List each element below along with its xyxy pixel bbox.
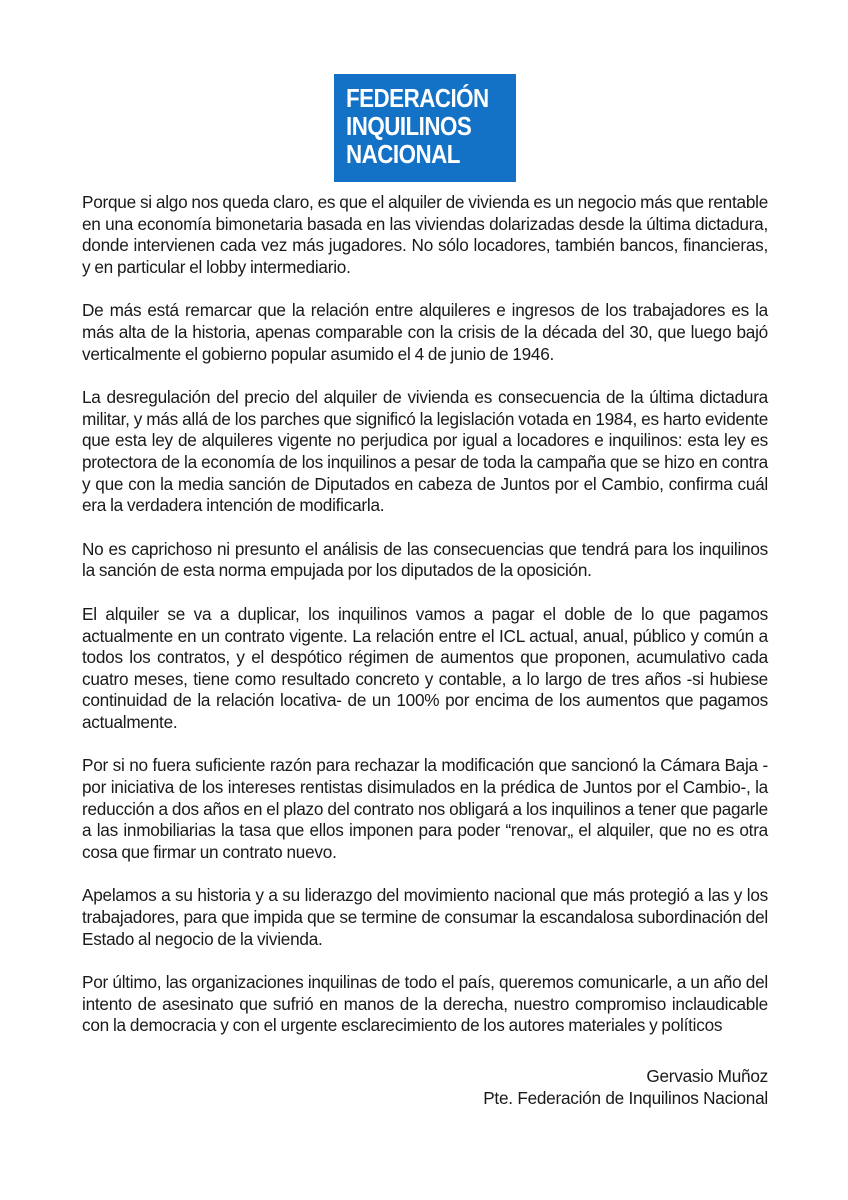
paragraph-7: Apelamos a su historia y a su liderazgo del movimiento nacional que más protegió a las y los trabajadores, para que impida que se termine de consumar la escandalosa subordinación del Estado al negocio de la vivienda. bbox=[82, 885, 768, 949]
paragraph-1: Porque si algo nos queda claro, es que el alquiler de vivienda es un negocio más que rentable en una economía bimonetaria basada en las viviendas dolarizadas desde la última dictadura, donde intervienen cada vez más jugadores. No sólo locadores, también bancos, financieras, y en particular el lobby intermediario. bbox=[82, 192, 768, 277]
paragraph-2: De más está remarcar que la relación entre alquileres e ingresos de los trabajadores es la más alta de la historia, apenas comparable con la crisis de la década del 30, que luego bajó verticalmente el gobierno popular asumido el 4 de junio de 1946. bbox=[82, 300, 768, 364]
letter-body bbox=[82, 192, 768, 1059]
logo-line-3: NACIONAL bbox=[346, 139, 460, 169]
logo-line-1: FEDERACIÓN bbox=[346, 83, 489, 113]
signature-name: Gervasio Muñoz bbox=[646, 1066, 768, 1086]
paragraph-3: La desregulación del precio del alquiler de vivienda es consecuencia de la última dictadura militar, y más allá de los parches que significó la legislación votada en 1984, es harto evidente que esta ley de alquileres vigente no perjudica por igual a locadores e inquilinos: esta ley es protectora de la economía de los inquilinos a pesar de toda la campaña que se hizo en contra y que con la media sanción de Diputados en cabeza de Juntos por el Cambio, confirma cuál era la verdadera intención de modificarla. bbox=[82, 387, 768, 516]
paragraph-8: Por último, las organizaciones inquilinas de todo el país, queremos comunicarle, a un año del intento de asesinato que sufrió en manos de la derecha, nuestro compromiso inclaudicable con la democracia y con el urgente esclarecimiento de los autores materiales y políticos bbox=[82, 972, 768, 1036]
paragraph-5: El alquiler se va a duplicar, los inquilinos vamos a pagar el doble de lo que pagamos actualmente en un contrato vigente. La relación entre el ICL actual, anual, público y común a todos los contratos, y el despótico régimen de aumentos que proponen, acumulativo cada cuatro meses, tiene como resultado concreto y contable, a lo largo de tres años -si hubiese continuidad de la relación locativa- de un 100% por encima de los aumentos que pagamos actualmente. bbox=[82, 603, 768, 732]
federacion-inquilinos-logo bbox=[334, 74, 516, 182]
signature-role: Pte. Federación de Inquilinos Nacional bbox=[483, 1087, 768, 1108]
logo-line-2: INQUILINOS bbox=[346, 111, 472, 141]
paragraph-6: Por si no fuera suficiente razón para rechazar la modificación que sancionó la Cámara Baja -por iniciativa de los intereses rentistas disimulados en la prédica de Juntos por el Cambio-, la reducción a dos años en el plazo del contrato nos obligará a los inquilinos a tener que pagarle a las inmobiliarias la tasa que ellos imponen para poder “renovar„ el alquiler, que no es otra cosa que firmar un contrato nuevo. bbox=[82, 755, 768, 862]
signature-block bbox=[483, 1066, 768, 1109]
paragraph-4: No es caprichoso ni presunto el análisis de las consecuencias que tendrá para los inquilinos la sanción de esta norma empujada por los diputados de la oposición. bbox=[82, 538, 768, 581]
